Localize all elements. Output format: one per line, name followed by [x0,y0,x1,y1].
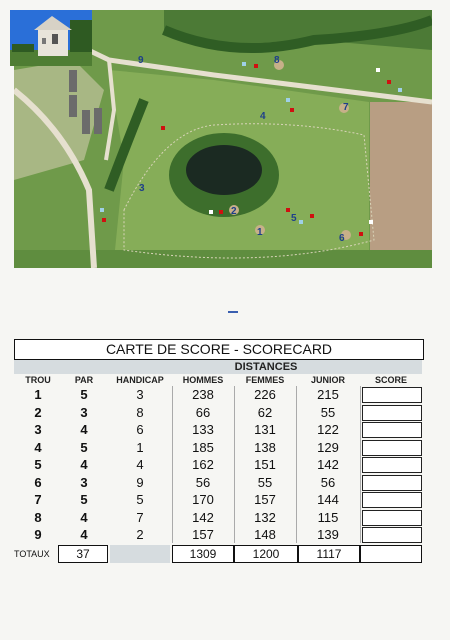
table-row [14,456,422,474]
cell-par: 4 [80,422,88,437]
cell-trou: 9 [34,527,42,542]
cell-handicap: 5 [136,492,144,507]
cell-hommes: 157 [192,527,214,542]
map-hole-4: 4 [260,111,266,122]
table-row [14,404,422,422]
totals-label: TOTAUX [14,549,50,559]
scorecard-title: CARTE DE SCORE - SCORECARD [14,339,424,360]
cell-trou: 3 [34,422,42,437]
cell-handicap: 4 [136,457,144,472]
score-input-box[interactable] [362,475,422,491]
total-par: 37 [58,545,108,563]
cell-femmes: 138 [254,439,276,455]
cell-trou: 1 [34,387,42,402]
cell-trou: 7 [34,492,42,507]
score-input-box[interactable] [362,510,422,526]
chapel-photo [10,10,92,66]
cell-trou: 8 [34,509,42,525]
cell-junior: 56 [320,474,336,490]
cell-hommes: 185 [192,439,214,455]
cell-hommes: 162 [192,457,214,472]
cell-par: 4 [80,509,88,525]
cell-par: 4 [80,527,88,542]
table-row [14,491,422,509]
table-row [14,526,422,544]
score-input-box[interactable] [362,405,422,421]
table-row [14,509,422,527]
table-row [14,439,422,457]
header-score: SCORE [374,375,407,385]
score-input-box[interactable] [362,492,422,508]
map-hole-1: 1 [257,227,263,238]
cell-junior: 139 [317,527,339,542]
cell-handicap: 3 [136,387,144,402]
map-hole-5: 5 [291,213,297,224]
cell-junior: 55 [320,404,336,420]
total-score-box[interactable] [360,545,422,563]
cell-trou: 5 [34,457,42,472]
cell-hommes: 133 [192,422,214,437]
score-input-box[interactable] [362,422,422,438]
map-hole-6: 6 [339,233,345,244]
distances-label: DISTANCES [172,360,360,374]
table-row [14,386,422,404]
table-row [14,421,422,439]
cell-hommes: 238 [192,387,214,402]
score-input-box[interactable] [362,527,422,543]
header-junior: JUNIOR [310,375,345,385]
header-par: PAR [74,375,94,385]
header-band-left [14,360,172,374]
scan-mark [228,311,238,313]
cell-par: 5 [80,492,88,507]
total-hommes: 1309 [172,545,234,563]
cell-par: 5 [80,387,88,402]
cell-junior: 144 [317,492,339,507]
score-input-box[interactable] [362,387,422,403]
cell-junior: 122 [317,422,339,437]
header-trou: TROU [25,375,51,385]
totals-row [14,545,422,563]
cell-femmes: 131 [254,422,276,437]
map-hole-7: 7 [343,102,349,113]
cell-junior: 129 [317,439,339,455]
map-hole-9: 9 [138,55,144,66]
cell-handicap: 6 [136,422,144,437]
cell-handicap: 8 [136,404,144,420]
map-hole-2: 2 [231,206,237,217]
table-row [14,474,422,492]
map-hole-8: 8 [274,55,280,66]
map-hole-3: 3 [139,183,145,194]
cell-par: 3 [80,474,88,490]
cell-femmes: 148 [254,527,276,542]
totals-shade [110,545,170,563]
cell-junior: 115 [317,509,339,525]
cell-hommes: 142 [192,509,214,525]
cell-femmes: 55 [257,474,273,490]
cell-junior: 142 [317,457,339,472]
cell-junior: 215 [317,387,339,402]
score-input-box[interactable] [362,457,422,473]
cell-handicap: 7 [136,509,144,525]
cell-femmes: 157 [254,492,276,507]
cell-handicap: 1 [136,439,144,455]
cell-par: 3 [80,404,88,420]
cell-hommes: 170 [192,492,214,507]
cell-handicap: 9 [136,474,144,490]
cell-handicap: 2 [136,527,144,542]
header-band-right [360,360,422,374]
header-handicap: HANDICAP [116,375,164,385]
cell-femmes: 62 [257,404,273,420]
header-femmes: FEMMES [245,375,285,385]
total-junior: 1117 [298,545,360,563]
cell-par: 5 [80,439,88,455]
cell-hommes: 56 [195,474,211,490]
cell-femmes: 151 [254,457,276,472]
cell-trou: 6 [34,474,42,490]
cell-femmes: 132 [254,509,276,525]
cell-trou: 4 [34,439,42,455]
score-input-box[interactable] [362,440,422,456]
header-hommes: HOMMES [182,375,224,385]
cell-par: 4 [80,457,88,472]
cell-femmes: 226 [254,387,276,402]
cell-trou: 2 [34,404,42,420]
cell-hommes: 66 [195,404,211,420]
total-femmes: 1200 [234,545,298,563]
